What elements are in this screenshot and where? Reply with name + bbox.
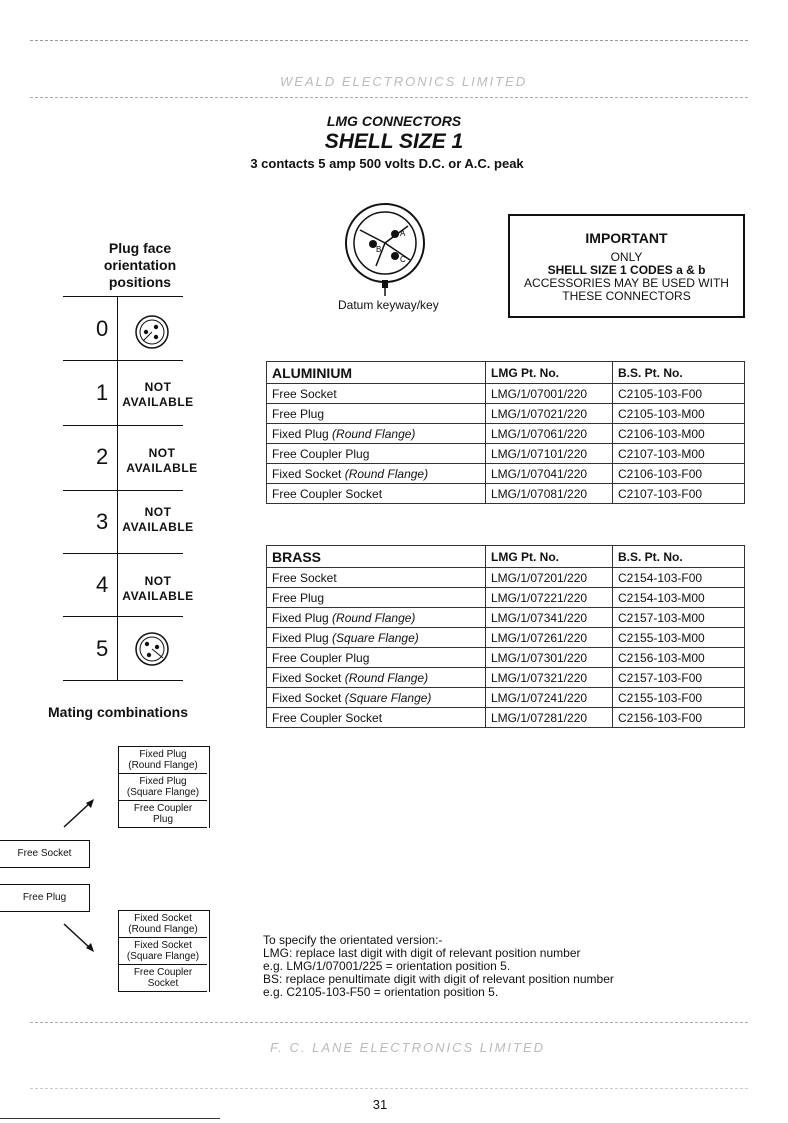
title-line1: LMG CONNECTORS [326,113,462,129]
bottom-rule [0,1118,220,1119]
not-available-label [122,446,202,476]
group-heading: ALUMINIUM [267,362,486,384]
position-rule [63,425,183,426]
part-name: Free Socket [267,384,486,404]
important-title: IMPORTANT [585,230,668,246]
not-available-label [118,505,198,535]
table-row [267,688,745,708]
page-title: SHELL SIZE 1 [324,130,464,153]
not-available-label [118,380,198,410]
part-name: Free Coupler Socket [267,708,486,728]
table-row [267,484,745,504]
part-name: Fixed Plug (Square Flange) [267,628,486,648]
not-available-line2: AVAILABLE [122,395,194,409]
mate-box: Fixed Plug (Round Flange) [119,747,207,774]
column-header-bs: B.S. Pt. No. [613,362,745,384]
plug-face-heading-line1: Plug face [108,240,172,256]
lmg-part-number: LMG/1/07341/220 [486,608,613,628]
mate-box: Free Coupler Socket [119,965,207,992]
connector-face-icon [338,200,438,300]
position-rule [63,296,183,297]
plug-face-heading [60,240,220,291]
table-row [267,628,745,648]
note-line: e.g. C2105-103-F50 = orientation position 5. [263,985,499,999]
table-row [267,444,745,464]
plug-mates-group [118,910,210,992]
table-row [267,404,745,424]
lmg-part-number: LMG/1/07261/220 [486,628,613,648]
header-rule [30,97,748,98]
lmg-part-number: LMG/1/07021/220 [486,404,613,424]
column-header-bs: B.S. Pt. No. [613,546,745,568]
lmg-part-number: LMG/1/07221/220 [486,588,613,608]
position-number: 4 [96,572,109,597]
bs-part-number: C2106-103-F00 [613,464,745,484]
arrow-up-right-icon [60,797,100,831]
page-number: 31 [372,1097,388,1112]
part-name: Free Coupler Socket [267,484,486,504]
part-name: Free Socket [267,568,486,588]
part-name: Fixed Socket (Round Flange) [267,668,486,688]
part-name: Free Coupler Plug [267,648,486,668]
part-name: Free Plug [267,588,486,608]
lmg-part-number: LMG/1/07321/220 [486,668,613,688]
aluminium-table [266,361,745,504]
position-number: 5 [96,636,109,661]
position-number: 0 [96,316,109,341]
bs-part-number: C2106-103-M00 [613,424,745,444]
position-number: 2 [96,444,109,469]
table-header-row [267,546,745,568]
bs-part-number: C2156-103-M00 [613,648,745,668]
bs-part-number: C2107-103-M00 [613,444,745,464]
plug-face-heading-line2: orientation [103,257,177,273]
part-name: Fixed Socket (Square Flange) [267,688,486,708]
part-name: Fixed Plug (Round Flange) [267,424,486,444]
group-heading: BRASS [267,546,486,568]
not-available-line1: NOT [144,505,172,519]
mate-box: Fixed Plug (Square Flange) [119,774,207,801]
mate-box: Fixed Socket (Round Flange) [119,911,207,938]
bs-part-number: C2157-103-M00 [613,608,745,628]
contact-label-c: C [400,255,406,264]
lmg-part-number: LMG/1/07081/220 [486,484,613,504]
lmg-part-number: LMG/1/07101/220 [486,444,613,464]
not-available-line2: AVAILABLE [122,520,194,534]
footer-rule-lower [30,1088,748,1089]
plug-face-heading-line3: positions [108,274,172,290]
table-row [267,648,745,668]
mating-heading: Mating combinations [48,704,188,720]
bs-part-number: C2105-103-M00 [613,404,745,424]
footer-rule [30,1022,748,1023]
table-header-row [267,362,745,384]
not-available-label [118,574,198,604]
socket-mates-group [118,746,210,828]
table-row [267,568,745,588]
bs-part-number: C2155-103-M00 [613,628,745,648]
arrow-down-right-icon [60,920,100,954]
not-available-line1: NOT [144,380,172,394]
datum-label: Datum keyway/key [338,298,439,312]
lmg-part-number: LMG/1/07281/220 [486,708,613,728]
position-rule [63,680,183,681]
bs-part-number: C2107-103-F00 [613,484,745,504]
contact-label-b: B [376,245,382,254]
lmg-part-number: LMG/1/07001/220 [486,384,613,404]
not-available-line2: AVAILABLE [122,589,194,603]
bs-part-number: C2155-103-F00 [613,688,745,708]
bs-part-number: C2105-103-F00 [613,384,745,404]
important-line3: ACCESSORIES MAY BE USED WITH [524,276,729,290]
position-rule [63,360,183,361]
column-header-lmg: LMG Pt. No. [486,362,613,384]
part-name: Free Coupler Plug [267,444,486,464]
lmg-part-number: LMG/1/07041/220 [486,464,613,484]
table-row [267,708,745,728]
free-plug-box: Free Plug [0,884,90,912]
position-number: 1 [96,380,109,405]
table-row [267,668,745,688]
bs-part-number: C2154-103-M00 [613,588,745,608]
not-available-line2: AVAILABLE [126,461,198,475]
note-line: BS: replace penultimate digit with digit of relevant position number [263,972,614,986]
lmg-part-number: LMG/1/07301/220 [486,648,613,668]
important-box [508,214,745,318]
lmg-part-number: LMG/1/07241/220 [486,688,613,708]
lmg-part-number: LMG/1/07201/220 [486,568,613,588]
position-rule [63,490,183,491]
lmg-part-number: LMG/1/07061/220 [486,424,613,444]
plug-face-icon [133,630,171,668]
position-rule [63,616,183,617]
positions-divider [117,296,118,680]
position-number: 3 [96,509,109,534]
note-line: LMG: replace last digit with digit of relevant position number [263,946,581,960]
table-row [267,384,745,404]
subtitle: 3 contacts 5 amp 500 volts D.C. or A.C. peak [250,156,524,171]
table-row [267,608,745,628]
table-row [267,424,745,444]
part-name: Fixed Socket (Round Flange) [267,464,486,484]
not-available-line1: NOT [144,574,172,588]
faint-header: WEALD ELECTRONICS LIMITED [280,74,528,89]
table-row [267,588,745,608]
ordering-notes [263,934,614,999]
contact-label-a: A [400,229,406,238]
bs-part-number: C2154-103-F00 [613,568,745,588]
not-available-line1: NOT [148,446,176,460]
free-socket-box: Free Socket [0,840,90,868]
plug-face-icon [133,313,171,351]
important-line2: SHELL SIZE 1 CODES a & b [547,263,706,277]
column-header-lmg: LMG Pt. No. [486,546,613,568]
top-rule [30,40,748,41]
note-line: To specify the orientated version:- [263,933,443,947]
faint-footer: F. C. LANE ELECTRONICS LIMITED [270,1040,546,1055]
position-rule [63,553,183,554]
note-line: e.g. LMG/1/07001/225 = orientation position 5. [263,959,511,973]
bs-part-number: C2156-103-F00 [613,708,745,728]
part-name: Free Plug [267,404,486,424]
bs-part-number: C2157-103-F00 [613,668,745,688]
important-line1: ONLY [610,250,643,264]
part-name: Fixed Plug (Round Flange) [267,608,486,628]
mate-box: Fixed Socket (Square Flange) [119,938,207,965]
important-line4: THESE CONNECTORS [562,289,691,303]
mate-box: Free Coupler Plug [119,801,207,828]
brass-table [266,545,745,728]
table-row [267,464,745,484]
